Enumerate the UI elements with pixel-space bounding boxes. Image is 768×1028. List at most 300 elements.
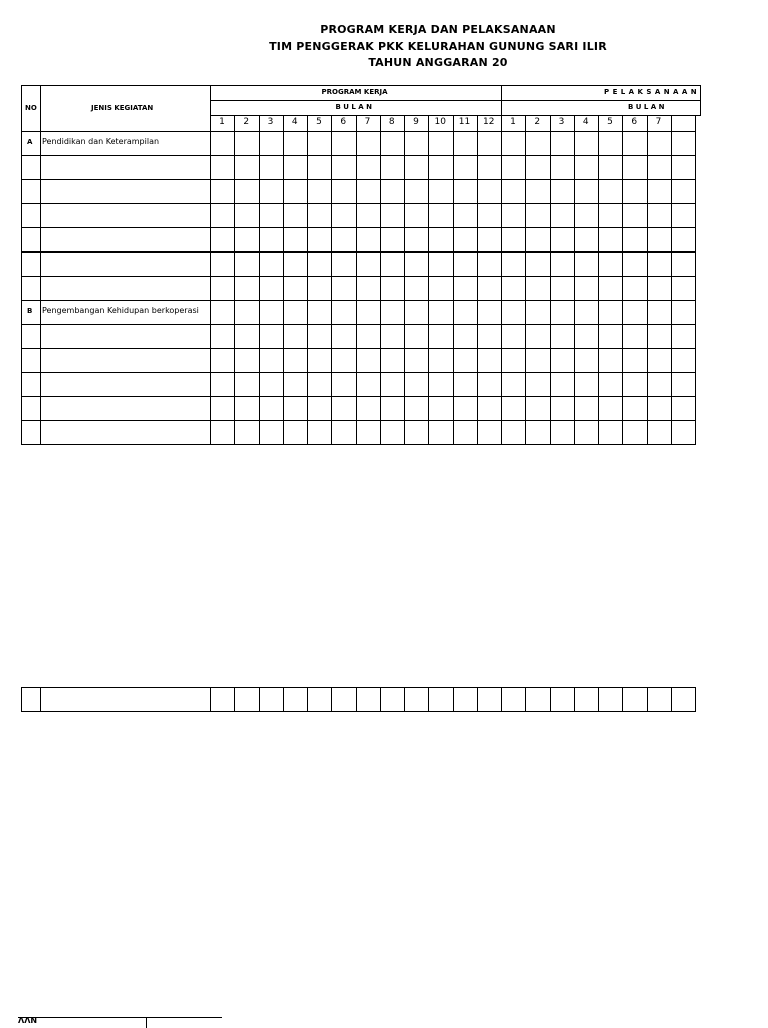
row-month-cell (453, 227, 478, 252)
row-month-cell (210, 227, 235, 252)
row-month-cell (647, 396, 672, 421)
row-month-cell (404, 179, 429, 204)
row-month-cell (501, 348, 526, 373)
row-month-cell (380, 276, 405, 301)
row-month-cell (234, 420, 259, 445)
header-month-number: 5 (316, 117, 322, 127)
row-month-cell (356, 372, 381, 397)
title-line-1: PROGRAM KERJA DAN PELAKSANAAN (320, 23, 556, 36)
row-month-cell (234, 131, 259, 156)
row-month-cell (477, 396, 502, 421)
row-no-cell (21, 324, 41, 349)
header-month-number: 10 (434, 117, 446, 127)
row-month-cell (404, 348, 429, 373)
row-month-cell (574, 300, 599, 325)
row-jenis-cell (40, 227, 211, 252)
row-month-cell (550, 420, 575, 445)
footer-divider (146, 1018, 147, 1028)
row-month-cell (671, 276, 696, 301)
lower-row-month-cell (550, 687, 575, 712)
row-month-cell (428, 203, 453, 228)
row-month-cell (331, 155, 356, 180)
row-month-cell (380, 372, 405, 397)
row-month-cell (380, 252, 405, 277)
lower-row-month-cell (477, 687, 502, 712)
header-month-number: 7 (655, 117, 662, 127)
row-month-cell (234, 348, 259, 373)
row-month-cell (356, 348, 381, 373)
row-month-cell (622, 252, 647, 277)
row-month-cell (428, 396, 453, 421)
row-month-cell (428, 420, 453, 445)
row-month-cell (477, 420, 502, 445)
row-month-cell (428, 276, 453, 301)
row-jenis-cell (40, 348, 211, 373)
row-no-cell (21, 179, 41, 204)
row-month-cell (501, 155, 526, 180)
row-month-cell (210, 348, 235, 373)
row-month-cell (259, 324, 284, 349)
header-month-number: 3 (558, 117, 565, 127)
header-no-label: NO (25, 104, 37, 112)
row-month-cell (210, 300, 235, 325)
header-month-number: 9 (413, 117, 419, 127)
row-month-cell (331, 131, 356, 156)
row-month-cell (404, 252, 429, 277)
row-month-cell (307, 276, 332, 301)
row-month-cell (453, 324, 478, 349)
row-month-cell (622, 300, 647, 325)
row-month-cell (307, 348, 332, 373)
row-month-cell (574, 155, 599, 180)
row-month-cell (356, 203, 381, 228)
row-month-cell (453, 348, 478, 373)
row-month-cell (453, 396, 478, 421)
row-month-cell (404, 396, 429, 421)
row-month-cell (501, 300, 526, 325)
row-month-cell (550, 179, 575, 204)
row-month-cell (283, 276, 308, 301)
row-month-cell (501, 203, 526, 228)
row-month-cell (380, 300, 405, 325)
row-month-cell (331, 203, 356, 228)
row-month-cell (356, 420, 381, 445)
row-month-cell (307, 300, 332, 325)
row-month-cell (477, 227, 502, 252)
row-jenis-cell (40, 324, 211, 349)
row-month-cell (259, 227, 284, 252)
row-month-cell (477, 276, 502, 301)
row-month-cell (477, 348, 502, 373)
row-month-cell (453, 179, 478, 204)
row-month-cell (356, 300, 381, 325)
row-month-cell (501, 276, 526, 301)
row-month-cell (234, 300, 259, 325)
row-month-cell (477, 252, 502, 277)
row-month-cell (331, 276, 356, 301)
row-month-cell (671, 179, 696, 204)
row-month-cell (259, 179, 284, 204)
row-month-cell (210, 155, 235, 180)
header-month-number: 4 (582, 117, 589, 127)
header-month-number: 2 (243, 117, 250, 127)
row-month-cell (283, 372, 308, 397)
lower-row-month-cell (331, 687, 356, 712)
row-month-cell (671, 300, 696, 325)
row-month-cell (550, 300, 575, 325)
row-month-cell (307, 179, 332, 204)
title-line-3: TAHUN ANGGARAN 20 (368, 56, 508, 69)
row-month-cell (574, 203, 599, 228)
lower-row-month-cell (259, 687, 284, 712)
row-month-cell (647, 348, 672, 373)
row-month-cell (428, 155, 453, 180)
row-month-cell (477, 324, 502, 349)
row-month-cell (404, 227, 429, 252)
lower-row-month-cell (622, 687, 647, 712)
row-month-cell (307, 372, 332, 397)
row-month-cell (259, 155, 284, 180)
title-line-2: TIM PENGGERAK PKK KELURAHAN GUNUNG SARI ILIR (269, 39, 607, 53)
header-program-kerja-label: PROGRAM KERJA (321, 88, 388, 96)
lower-row-no-cell (21, 687, 41, 712)
row-no-text: B (27, 306, 33, 315)
row-month-cell (574, 131, 599, 156)
row-month-cell (234, 276, 259, 301)
row-month-cell (331, 252, 356, 277)
row-month-cell (404, 276, 429, 301)
row-month-cell (453, 300, 478, 325)
row-month-cell (307, 227, 332, 252)
row-month-cell (210, 396, 235, 421)
row-month-cell (598, 420, 623, 445)
row-month-cell (307, 252, 332, 277)
row-no-cell (21, 227, 41, 252)
row-jenis-cell (40, 203, 211, 228)
row-no-cell (21, 396, 41, 421)
row-month-cell (622, 348, 647, 373)
header-month-number: 1 (219, 117, 225, 127)
lower-row-month-cell (647, 687, 672, 712)
row-month-cell (259, 203, 284, 228)
row-month-cell (331, 324, 356, 349)
row-month-cell (356, 396, 381, 421)
row-month-cell (283, 252, 308, 277)
row-month-cell (428, 324, 453, 349)
row-month-cell (283, 131, 308, 156)
row-month-cell (525, 252, 550, 277)
row-jenis-cell (40, 252, 211, 277)
row-month-cell (477, 131, 502, 156)
row-month-cell (428, 179, 453, 204)
row-month-cell (622, 131, 647, 156)
row-month-cell (477, 155, 502, 180)
row-month-cell (501, 372, 526, 397)
row-month-cell (259, 372, 284, 397)
lower-row-month-cell (380, 687, 405, 712)
row-month-cell (671, 348, 696, 373)
row-month-cell (550, 155, 575, 180)
row-month-cell (477, 372, 502, 397)
row-month-cell (283, 420, 308, 445)
row-month-cell (234, 227, 259, 252)
lower-row-month-cell (525, 687, 550, 712)
lower-row-month-cell (210, 687, 235, 712)
row-month-cell (671, 155, 696, 180)
lower-row-month-cell (234, 687, 259, 712)
row-month-cell (501, 227, 526, 252)
row-no-cell (21, 203, 41, 228)
row-month-cell (598, 348, 623, 373)
row-jenis-cell (40, 420, 211, 445)
row-month-cell (671, 324, 696, 349)
lower-row-month-cell (428, 687, 453, 712)
header-month-number: 6 (340, 117, 347, 127)
row-month-cell (307, 155, 332, 180)
row-month-cell (525, 324, 550, 349)
row-month-cell (283, 396, 308, 421)
row-month-cell (598, 300, 623, 325)
row-month-cell (380, 203, 405, 228)
row-no-cell (21, 420, 41, 445)
row-month-cell (356, 155, 381, 180)
header-month-number: 4 (291, 117, 298, 127)
row-month-cell (574, 179, 599, 204)
row-month-cell (550, 396, 575, 421)
header-month-number: 8 (388, 117, 395, 127)
header-bulan-pelaksanaan-cell (501, 100, 701, 116)
lower-row-month-cell (671, 687, 696, 712)
row-month-cell (404, 155, 429, 180)
row-month-cell (525, 348, 550, 373)
row-month-cell (671, 227, 696, 252)
row-month-cell (501, 396, 526, 421)
row-month-cell (331, 227, 356, 252)
row-month-cell (356, 179, 381, 204)
row-month-cell (428, 131, 453, 156)
row-month-cell (525, 131, 550, 156)
row-month-cell (356, 131, 381, 156)
row-month-cell (380, 227, 405, 252)
row-month-cell (598, 179, 623, 204)
row-month-cell (501, 252, 526, 277)
row-month-cell (307, 324, 332, 349)
row-month-cell (283, 155, 308, 180)
row-month-cell (331, 348, 356, 373)
row-month-cell (525, 276, 550, 301)
row-month-cell (647, 227, 672, 252)
row-month-cell (234, 155, 259, 180)
footer-label: ΛΛN (18, 1016, 38, 1025)
row-month-cell (622, 155, 647, 180)
row-month-cell (525, 203, 550, 228)
row-month-cell (453, 420, 478, 445)
row-month-cell (525, 396, 550, 421)
row-month-cell (550, 276, 575, 301)
row-month-cell (380, 324, 405, 349)
row-month-cell (283, 179, 308, 204)
row-month-cell (598, 155, 623, 180)
header-month-number: 2 (534, 117, 541, 127)
row-month-cell (428, 372, 453, 397)
row-no-cell (21, 348, 41, 373)
row-month-cell (307, 420, 332, 445)
row-month-cell (283, 300, 308, 325)
row-month-cell (647, 372, 672, 397)
row-month-cell (574, 372, 599, 397)
row-jenis-text: Pengembangan Kehidupan berkoperasi (42, 305, 199, 315)
header-month-number: 5 (607, 117, 613, 127)
row-month-cell (622, 227, 647, 252)
row-month-cell (671, 372, 696, 397)
header-month-number: 3 (267, 117, 274, 127)
row-month-cell (671, 420, 696, 445)
lower-row-month-cell (598, 687, 623, 712)
row-month-cell (525, 155, 550, 180)
lower-row-month-cell (404, 687, 429, 712)
header-month-cell (671, 115, 696, 132)
row-month-cell (525, 227, 550, 252)
row-month-cell (501, 420, 526, 445)
row-jenis-cell (40, 372, 211, 397)
row-no-cell (21, 372, 41, 397)
lower-row-month-cell (356, 687, 381, 712)
row-month-cell (380, 155, 405, 180)
row-month-cell (234, 324, 259, 349)
row-month-cell (380, 179, 405, 204)
row-month-cell (453, 276, 478, 301)
row-month-cell (453, 372, 478, 397)
row-month-cell (259, 420, 284, 445)
row-month-cell (598, 396, 623, 421)
row-month-cell (404, 131, 429, 156)
row-month-cell (234, 252, 259, 277)
row-month-cell (550, 324, 575, 349)
row-month-cell (671, 252, 696, 277)
row-month-cell (380, 396, 405, 421)
row-month-cell (598, 324, 623, 349)
row-month-cell (210, 203, 235, 228)
row-month-cell (671, 131, 696, 156)
row-month-cell (550, 252, 575, 277)
row-month-cell (525, 372, 550, 397)
row-jenis-cell (40, 276, 211, 301)
row-jenis-text: Pendidikan dan Keterampilan (42, 137, 160, 146)
header-bulan-program-label: B U L A N (335, 103, 373, 111)
row-month-cell (647, 276, 672, 301)
row-month-cell (598, 276, 623, 301)
row-month-cell (598, 203, 623, 228)
row-month-cell (210, 420, 235, 445)
row-month-cell (234, 203, 259, 228)
row-month-cell (404, 372, 429, 397)
row-month-cell (404, 203, 429, 228)
row-month-cell (622, 179, 647, 204)
row-month-cell (622, 203, 647, 228)
row-month-cell (647, 155, 672, 180)
row-month-cell (283, 348, 308, 373)
row-month-cell (259, 131, 284, 156)
lower-row-jenis-cell (40, 687, 211, 712)
row-month-cell (574, 252, 599, 277)
row-month-cell (574, 420, 599, 445)
row-no-cell (21, 252, 41, 277)
row-month-cell (477, 300, 502, 325)
row-month-cell (453, 131, 478, 156)
row-month-cell (210, 131, 235, 156)
row-month-cell (622, 420, 647, 445)
row-month-cell (331, 420, 356, 445)
row-month-cell (525, 179, 550, 204)
header-bulan-pelaksanaan-label: B U L A N (628, 103, 665, 111)
row-month-cell (622, 396, 647, 421)
row-month-cell (307, 396, 332, 421)
row-month-cell (210, 179, 235, 204)
row-month-cell (234, 396, 259, 421)
row-month-cell (356, 324, 381, 349)
row-no-cell (21, 276, 41, 301)
row-month-cell (428, 300, 453, 325)
row-month-cell (525, 420, 550, 445)
row-month-cell (647, 300, 672, 325)
row-month-cell (647, 179, 672, 204)
row-month-cell (331, 396, 356, 421)
lower-row-month-cell (574, 687, 599, 712)
row-month-cell (210, 372, 235, 397)
row-month-cell (259, 348, 284, 373)
row-month-cell (234, 372, 259, 397)
row-month-cell (598, 131, 623, 156)
row-month-cell (283, 227, 308, 252)
row-month-cell (598, 252, 623, 277)
row-month-cell (428, 348, 453, 373)
row-no-text: A (27, 138, 33, 146)
row-month-cell (550, 203, 575, 228)
row-month-cell (574, 396, 599, 421)
row-month-cell (647, 420, 672, 445)
row-month-cell (550, 372, 575, 397)
lower-row-month-cell (501, 687, 526, 712)
row-month-cell (550, 131, 575, 156)
row-month-cell (404, 324, 429, 349)
row-month-cell (283, 324, 308, 349)
row-month-cell (380, 348, 405, 373)
row-month-cell (622, 276, 647, 301)
row-month-cell (404, 420, 429, 445)
row-month-cell (598, 227, 623, 252)
row-month-cell (574, 276, 599, 301)
header-month-number: 1 (510, 117, 516, 127)
row-month-cell (477, 179, 502, 204)
row-month-cell (307, 203, 332, 228)
header-month-number: 6 (631, 117, 638, 127)
row-month-cell (428, 227, 453, 252)
row-month-cell (550, 227, 575, 252)
row-month-cell (622, 324, 647, 349)
row-month-cell (283, 203, 308, 228)
row-month-cell (380, 131, 405, 156)
row-month-cell (356, 276, 381, 301)
row-month-cell (501, 179, 526, 204)
row-month-cell (210, 252, 235, 277)
lower-row-month-cell (283, 687, 308, 712)
row-month-cell (259, 276, 284, 301)
lower-row-month-cell (453, 687, 478, 712)
header-pelaksanaan-label: P E L A K S A N A A N (604, 88, 698, 96)
row-month-cell (501, 324, 526, 349)
row-month-cell (671, 203, 696, 228)
row-month-cell (259, 396, 284, 421)
